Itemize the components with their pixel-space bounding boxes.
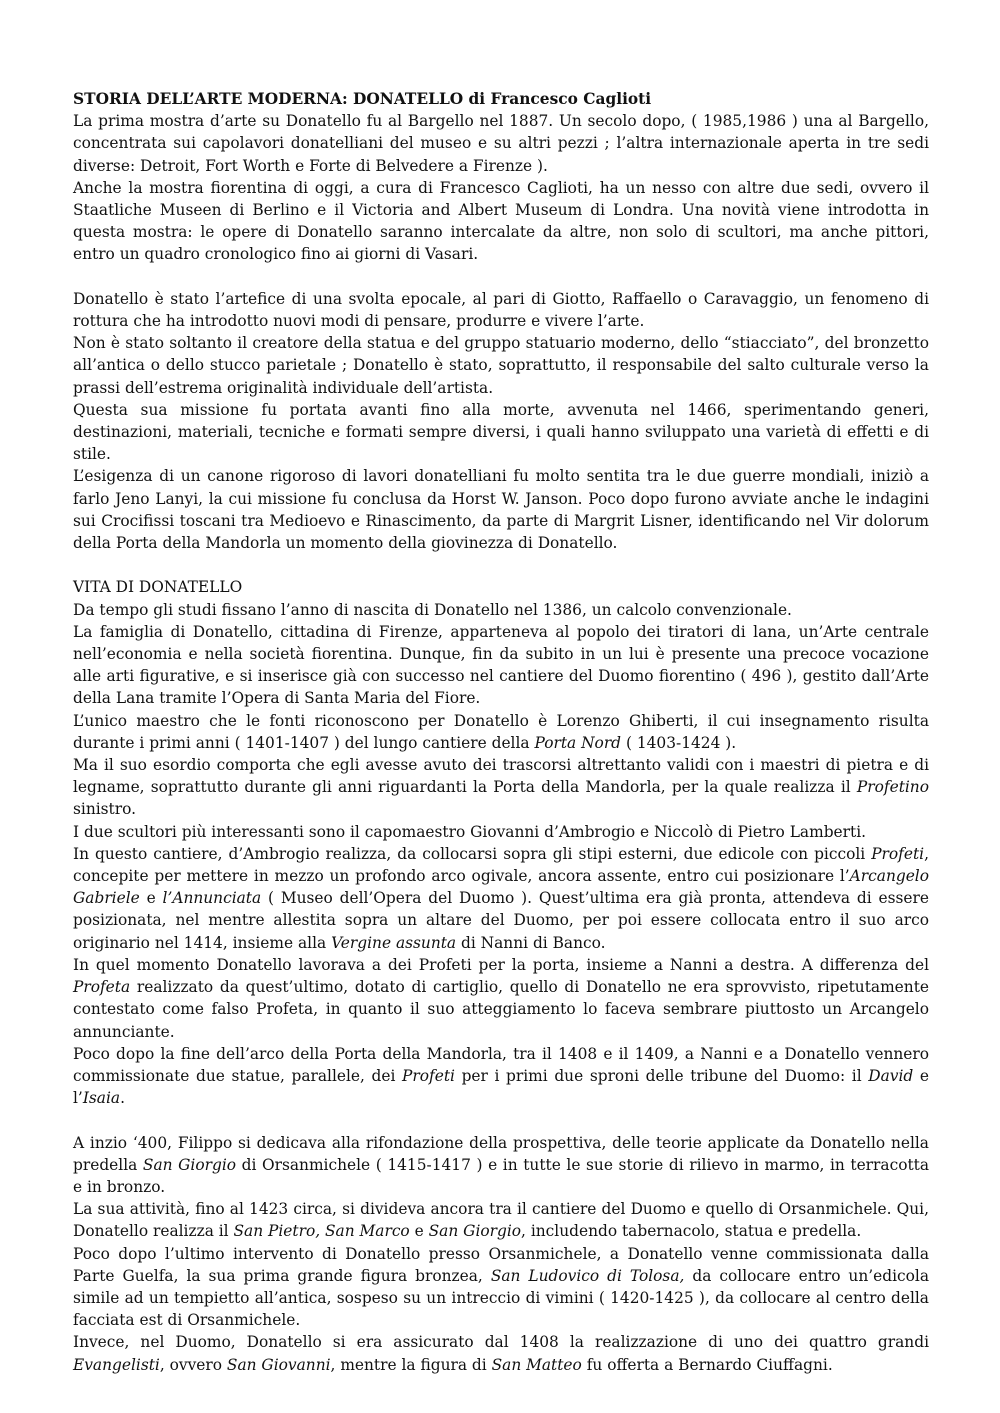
text-run: sinistro. (73, 800, 136, 819)
text-run: Donatello è stato l’artefice di una svolta epocale, al pari di Giotto, Raffaello o Caravaggio, un fenomeno di rottura che ha introdotto nuovi modi di pensare, produrre e vivere l’arte. (73, 289, 929, 331)
paragraph (73, 1331, 929, 1375)
section-heading: VITA DI DONATELLO (73, 578, 243, 597)
text-run: ( Museo dell’Opera del Duomo ). Quest’ultima era già pronta, attendeva di essere posizionata, nel mentre allestita sopra un altare del Duomo, per poi essere collocata entro il suo arco originario nel 1414, insieme alla (73, 889, 929, 952)
text-run: di Orsanmichele ( 1415-1417 ) e in tutte le sue storie di rilievo in marmo, in terracotta e in bronzo. (73, 1155, 930, 1196)
text-run: , concepite per mettere in mezzo un profondo arco ogivale, ancora assente, entro cui posizionare l’ (73, 844, 929, 886)
text-run: , includendo tabernacolo, statua e predella. (521, 1222, 862, 1241)
text-run: Poco dopo la fine dell’arco della Porta della Mandorla, tra il 1408 e il 1409, a Nanni e a Donatello vennero commissionate due statue, parallele, dei (73, 1044, 929, 1085)
text-run: Non è stato soltanto il creatore della statua e del gruppo statuario moderno, dello “stiacciato”, del bronzetto all’antica o dello stucco parietale ; Donatello è stato, soprattutto, il responsabile del salto culturale verso la prassi dell’estrema originalità individuale dell’artista. (73, 334, 929, 397)
italic-text: San Giorgio (142, 1155, 237, 1174)
text-run: e (139, 889, 163, 908)
paragraph (73, 843, 929, 954)
text-run: per i primi due sproni delle tribune del Duomo: il (454, 1066, 869, 1085)
text-run: A inzio ‘400, Filippo si dedicava alla rifondazione della prospettiva, delle teorie applicate da Donatello nella predella (73, 1133, 929, 1174)
text-run: , ovvero (159, 1355, 227, 1374)
text-run: Ma il suo esordio comporta che egli avesse avuto dei trascorsi altrettanto validi con i maestri di pietra e di legname, soprattutto durante gli anni riguardanti la Porta della Mandorla, per la quale realizza il (73, 756, 929, 797)
text-run: Da tempo gli studi fissano l’anno di nascita di Donatello nel 1386, un calcolo convenzionale. (73, 600, 792, 619)
paragraph (73, 821, 929, 843)
paragraph (73, 465, 929, 554)
paragraph (73, 399, 929, 466)
paragraph (73, 710, 929, 754)
italic-text: l’Annunciata (162, 889, 262, 908)
text-run: realizzato da quest’ultimo, dotato di cartiglio, quello di Donatello ne era sprovvisto, ripetutamente contestato come falso Profeta, in quanto il suo atteggiamento lo faceva sembrare piuttosto un Arcangelo annunciante. (73, 978, 929, 1041)
text-run: Invece, nel Duomo, Donatello si era assicurato dal 1408 la realizzazione di uno dei quattro grandi (73, 1333, 929, 1352)
paragraph (73, 1043, 929, 1110)
text-run: e l’ (73, 1066, 929, 1108)
text-run: . (120, 1089, 125, 1108)
paragraph (73, 754, 929, 821)
text-run: In quel momento Donatello lavorava a dei Profeti per la porta, insieme a Nanni a destra. A differenza del (73, 955, 929, 974)
text-run: Poco dopo l’ultimo intervento di Donatello presso Orsanmichele, a Donatello venne commissionata dalla Parte Guelfa, la sua prima grande figura bronzea, (73, 1244, 929, 1285)
text-run: , mentre la figura di (330, 1355, 492, 1374)
italic-text: Arcangelo Gabriele (73, 867, 929, 908)
italic-text: Profetino (856, 778, 929, 797)
paragraph (73, 1198, 929, 1242)
italic-text: Profeta (73, 978, 131, 997)
italic-text: San Ludovico di Tolosa, (490, 1266, 685, 1285)
paragraph (73, 621, 929, 710)
paragraph (73, 288, 929, 332)
text-run: di Nanni di Banco. (456, 933, 606, 952)
paragraph (73, 599, 929, 621)
document-body (73, 110, 929, 1376)
paragraph (73, 177, 929, 266)
text-run: L’esigenza di un canone rigoroso di lavori donatelliani fu molto sentita tra le due guerre mondiali, iniziò a farlo Jeno Lanyi, la cui missione fu conclusa da Horst W. Janson. Poco dopo furono avviate anche le indagini sui Crocifissi toscani tra Medioevo e Rinascimento, da parte di Margrit Lisner, identificando nel Vir dolorum della Porta della Mandorla un momento della giovinezza di Donatello. (73, 467, 929, 553)
italic-text: San Pietro, San Marco (233, 1222, 410, 1241)
document-page (73, 88, 929, 1376)
paragraph (73, 954, 929, 1043)
text-run: fu offerta a Bernardo Ciuffagni. (581, 1355, 833, 1374)
text-run: La famiglia di Donatello, cittadina di Firenze, apparteneva al popolo dei tiratori di lana, un’Arte centrale nell’economia e nella società fiorentina. Dunque, fin da subito in un lui è presente una precoce vocazione alle arti figurative, e si inserisce già con successo nel cantiere del Duomo fiorentino ( 496 ), gestito dall’Arte della Lana tramite l’Opera di Santa Maria del Fiore. (73, 622, 929, 708)
text-run: Anche la mostra fiorentina di oggi, a cura di Francesco Caglioti, ha un nesso con altre due sedi, ovvero il Staatliche Museen di Berlino e il Victoria and Albert Museum di Londra. Una novità viene introdotta in questa mostra: le opere di Donatello saranno intercalate da altre, non solo di scultori, ma anche pittori, entro un quadro cronologico fino ai giorni di Vasari. (73, 178, 929, 264)
text-run: La prima mostra d’arte su Donatello fu al Bargello nel 1887. Un secolo dopo, ( 1985,1986 ) una al Bargello, concentrata sui capolavori donatelliani del museo e su altri pezzi ; l’altra internazionale aperta in tre sedi diverse: Detroit, Fort Worth e Forte di Belvedere a Firenze ). (73, 112, 929, 175)
paragraph (73, 110, 929, 177)
text-run: ( 1403-1424 ). (621, 733, 737, 752)
italic-text: San Giorgio (428, 1222, 522, 1241)
document-title: STORIA DELL’ARTE MODERNA: DONATELLO di Francesco Caglioti (73, 90, 652, 108)
italic-text: Vergine assunta (331, 933, 457, 952)
paragraph (73, 1132, 929, 1199)
italic-text: Isaia (82, 1089, 121, 1108)
text-run: In questo cantiere, d’Ambrogio realizza, da collocarsi sopra gli stipi esterni, due edicole con piccoli (73, 844, 872, 863)
text-run: Questa sua missione fu portata avanti fino alla morte, avvenuta nel 1466, sperimentando generi, destinazioni, materiali, tecniche e formati sempre diversi, i quali hanno sviluppato una varietà di effetti e di stile. (73, 400, 929, 464)
italic-text: Profeti (402, 1066, 455, 1085)
text-run: L’unico maestro che le fonti riconoscono per Donatello è Lorenzo Ghiberti, il cui insegnamento risulta durante i primi anni ( 1401-1407 ) del lungo cantiere della (73, 711, 929, 752)
italic-text: Profeti (871, 844, 925, 863)
text-run: da collocare entro un’edicola simile ad un tempietto all’antica, sospeso su un intreccio di vimini ( 1420-1425 ), da collocare al centro della facciata est di Orsanmichele. (73, 1266, 930, 1330)
italic-text: San Matteo (491, 1355, 582, 1374)
italic-text: Porta Nord (534, 733, 622, 752)
italic-text: Evangelisti (73, 1355, 160, 1374)
paragraph (73, 332, 929, 399)
text-run: La sua attività, fino al 1423 circa, si divideva ancora tra il cantiere del Duomo e quello di Orsanmichele. Qui, Donatello realizza il (73, 1200, 929, 1241)
text-run: e (409, 1222, 429, 1241)
text-run: I due scultori più interessanti sono il capomaestro Giovanni d’Ambrogio e Niccolò di Pietro Lamberti. (73, 822, 867, 841)
italic-text: David (868, 1066, 914, 1085)
paragraph (73, 1243, 929, 1332)
italic-text: San Giovanni (226, 1355, 331, 1374)
